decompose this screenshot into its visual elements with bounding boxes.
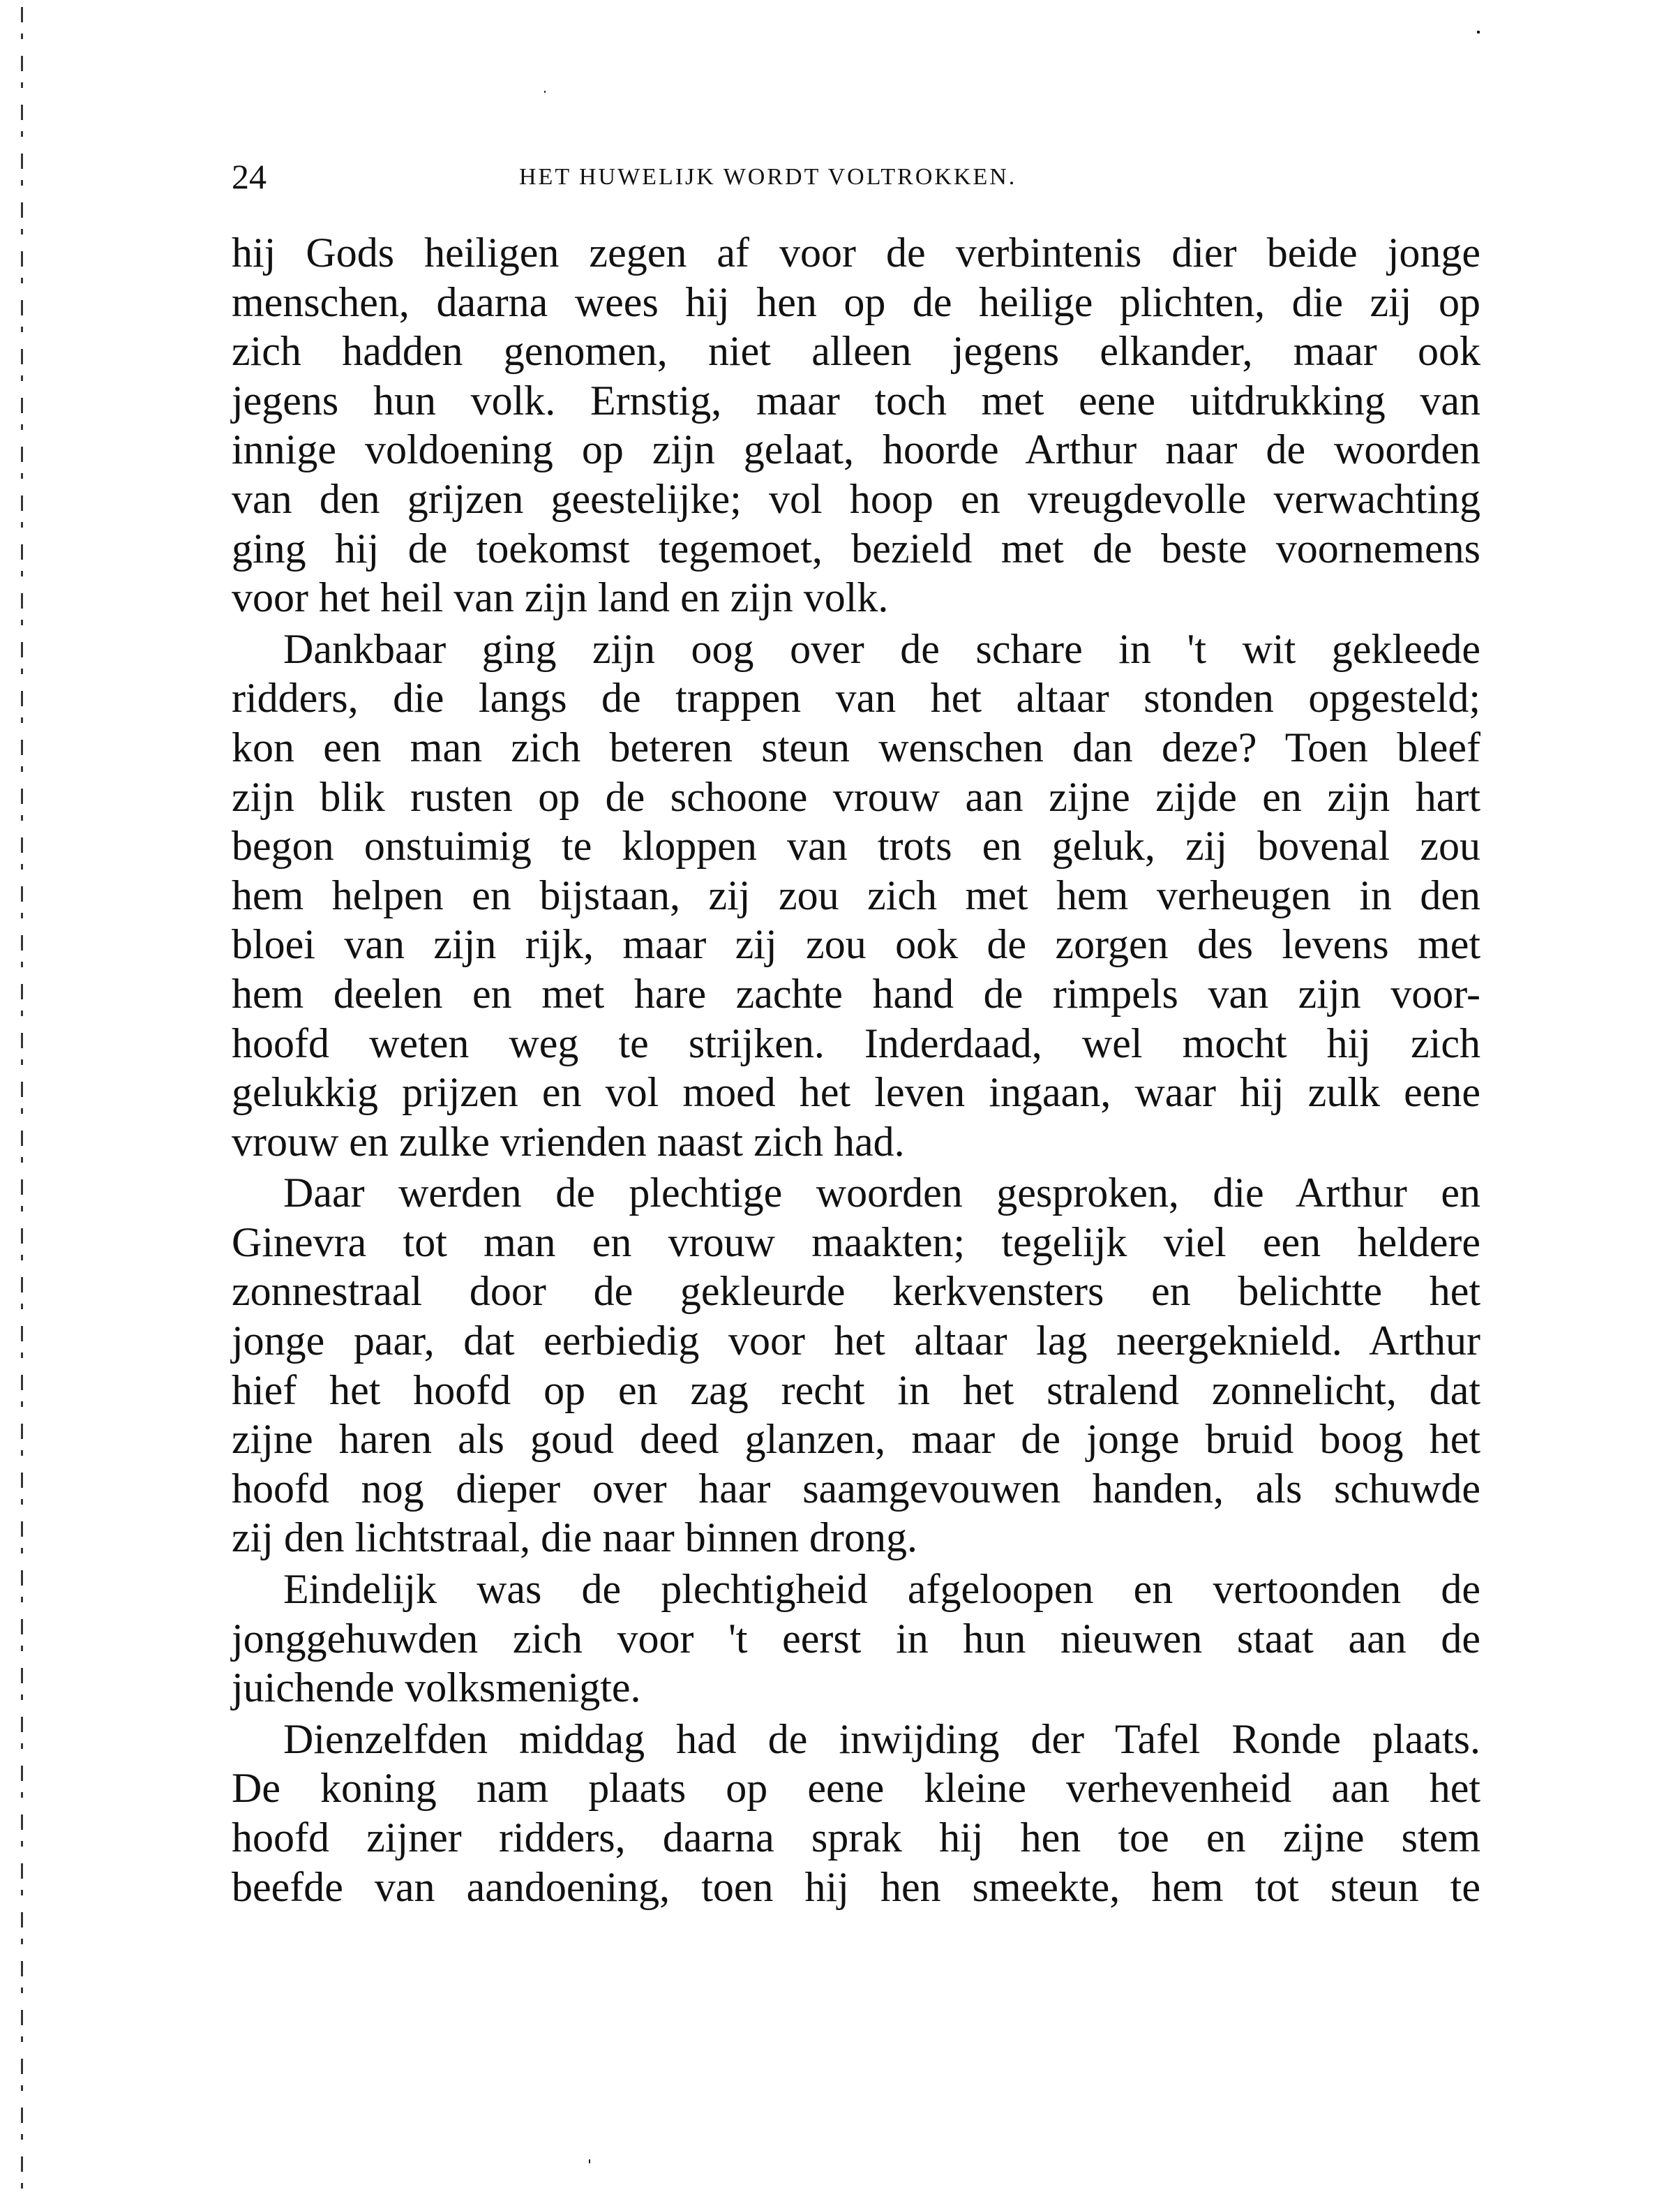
scan-speck: [544, 91, 546, 93]
text-line: voor het heil van zijn land en zijn volk.: [232, 574, 889, 621]
text-line: zonnestraal door de gekleurde kerkvensters en belichtte het: [232, 1268, 1480, 1315]
text-line: zijne haren als goud deed glanzen, maar de jonge bruid boog het: [232, 1416, 1480, 1463]
text-line: menschen, daarna wees hij hen op de heilige plichten, die zij op: [232, 278, 1480, 325]
text-line: jegens hun volk. Ernstig, maar toch met eene uitdrukking van: [232, 377, 1480, 424]
text-line: hief het hoofd op en zag recht in het stralend zonnelicht, dat: [232, 1366, 1480, 1413]
text-line: hem helpen en bijstaan, zij zou zich met hem verheugen in den: [232, 872, 1480, 918]
text-line: hem deelen en met hare zachte hand de rimpels van zijn voor-: [232, 970, 1480, 1017]
scan-speck: [1477, 31, 1480, 33]
text-line: juichende volksmenigte.: [232, 1664, 641, 1711]
text-line: innige voldoening op zijn gelaat, hoorde Arthur naar de woorden: [232, 426, 1480, 473]
text-line: ridders, die langs de trappen van het altaar stonden opgesteld;: [232, 675, 1480, 722]
page-number: 24: [232, 157, 267, 196]
text-line: gelukkig prijzen en vol moed het leven ingaan, waar hij zulk eene: [232, 1069, 1480, 1116]
paragraph: [232, 228, 1480, 623]
running-title: HET HUWELIJK WORDT VOLTROKKEN.: [519, 164, 1017, 190]
text-line: zijn blik rusten op de schoone vrouw aan zijne zijde en zijn hart: [232, 773, 1480, 820]
text-line: De koning nam plaats op eene kleine verhevenheid aan het: [232, 1765, 1480, 1812]
text-line: zij den lichtstraal, die naar binnen drong.: [232, 1514, 917, 1561]
scan-speck: [589, 2159, 590, 2163]
text-line: hoofd zijner ridders, daarna sprak hij hen toe en zijne stem: [232, 1814, 1480, 1861]
text-line: kon een man zich beteren steun wenschen dan deze? Toen bleef: [232, 724, 1480, 770]
paragraph: [232, 1168, 1480, 1563]
scan-edge-artifact: [21, 7, 23, 2198]
text-line: Daar werden de plechtige woorden gesproken, die Arthur en: [283, 1170, 1480, 1216]
text-line: zich hadden genomen, niet alleen jegens elkander, maar ook: [232, 328, 1480, 375]
text-line: beefde van aandoening, toen hij hen smeekte, hem tot steun te: [232, 1863, 1480, 1910]
text-line: Dankbaar ging zijn oog over de schare in 't wit gekleede: [283, 625, 1480, 672]
text-line: Dienzelfden middag had de inwijding der Tafel Ronde plaats.: [283, 1715, 1480, 1762]
paragraph: [232, 1715, 1480, 1911]
text-line: hoofd weten weg te strijken. Inderdaad, wel mocht hij zich: [232, 1020, 1480, 1066]
running-head: [232, 159, 1480, 194]
text-line: van den grijzen geestelijke; vol hoop en vreugdevolle verwachting: [232, 475, 1480, 522]
body-text: [232, 228, 1480, 1911]
text-line: hij Gods heiligen zegen af voor de verbintenis dier beide jonge: [232, 230, 1480, 276]
text-line: bloei van zijn rijk, maar zij zou ook de zorgen des levens met: [232, 921, 1480, 968]
text-line: jonggehuwden zich voor 't eerst in hun nieuwen staat aan de: [232, 1615, 1480, 1662]
text-line: vrouw en zulke vrienden naast zich had.: [232, 1118, 905, 1165]
text-line: begon onstuimig te kloppen van trots en geluk, zij bovenal zou: [232, 823, 1480, 870]
text-line: ging hij de toekomst tegemoet, bezield met de beste voornemens: [232, 525, 1480, 572]
text-line: Ginevra tot man en vrouw maakten; tegelijk viel een heldere: [232, 1218, 1480, 1265]
text-line: jonge paar, dat eerbiedig voor het altaar lag neergeknield. Arthur: [232, 1318, 1480, 1364]
paragraph: [232, 625, 1480, 1167]
text-line: Eindelijk was de plechtigheid afgeloopen en vertoonden de: [283, 1566, 1480, 1613]
paragraph: [232, 1565, 1480, 1713]
text-line: hoofd nog dieper over haar saamgevouwen handen, als schuwde: [232, 1465, 1480, 1512]
